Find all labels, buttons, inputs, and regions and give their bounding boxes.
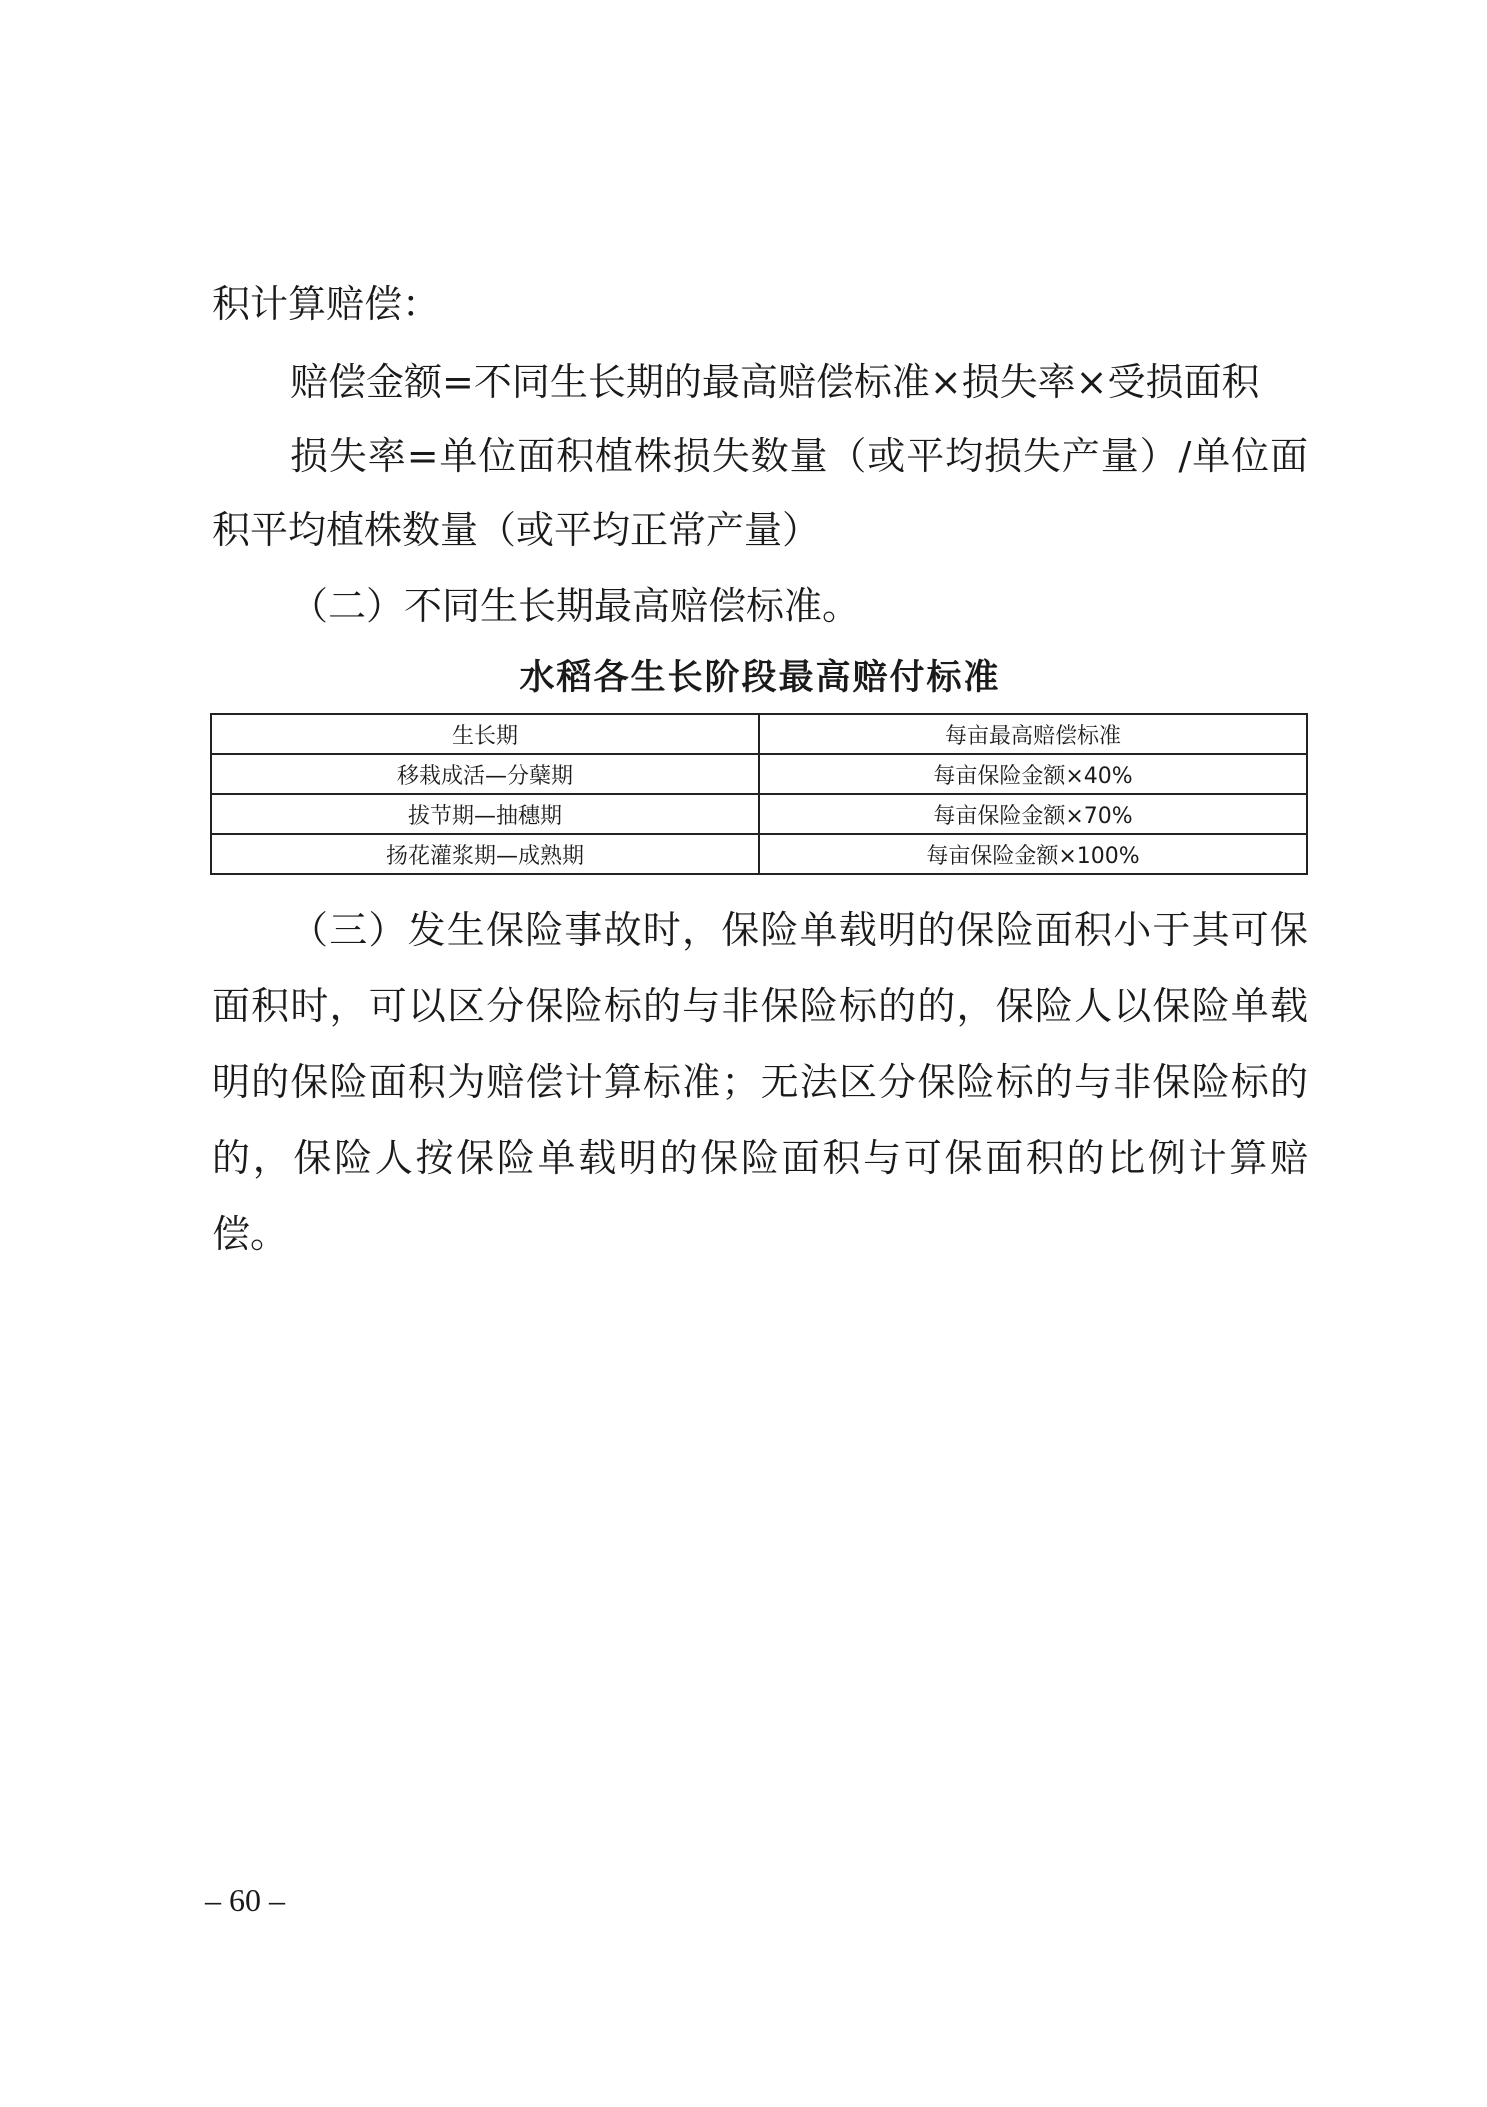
table-cell: 移栽成活—分蘖期 xyxy=(211,754,759,794)
table-header-row xyxy=(211,714,1307,754)
table-cell: 扬花灌浆期—成熟期 xyxy=(211,834,759,874)
compensation-standard-table xyxy=(210,713,1308,875)
body-line: 损失率=单位面积植株损失数量（或平均损失产量）/单位面 xyxy=(290,434,1308,478)
body-line: （三）发生保险事故时，保险单载明的保险面积小于其可保 xyxy=(290,908,1308,952)
body-line: 的，保险人按保险单载明的保险面积与可保面积的比例计算赔 xyxy=(212,1136,1308,1180)
table-header-cell: 生长期 xyxy=(211,714,759,754)
table-cell: 每亩保险金额×40% xyxy=(759,754,1307,794)
section-heading: （二）不同生长期最高赔偿标准。 xyxy=(290,584,861,628)
table-cell: 拔节期—抽穗期 xyxy=(211,794,759,834)
page-number: – 60 – xyxy=(205,1882,285,1918)
table-row xyxy=(211,754,1307,794)
body-line: 明的保险面积为赔偿计算标准；无法区分保险标的与非保险标的 xyxy=(212,1060,1308,1104)
table-title: 水稻各生长阶段最高赔付标准 xyxy=(519,657,1001,698)
table-row xyxy=(211,794,1307,834)
body-line: 面积时，可以区分保险标的与非保险标的的，保险人以保险单载 xyxy=(212,984,1308,1028)
table-cell: 每亩保险金额×100% xyxy=(759,834,1307,874)
table-header-cell: 每亩最高赔偿标准 xyxy=(759,714,1307,754)
table-row xyxy=(211,834,1307,874)
body-line: 积平均植株数量（或平均正常产量） xyxy=(212,508,821,552)
body-line: 偿。 xyxy=(212,1212,289,1256)
table-cell: 每亩保险金额×70% xyxy=(759,794,1307,834)
body-line: 赔偿金额=不同生长期的最高赔偿标准×损失率×受损面积 xyxy=(290,360,1260,404)
body-line: 积计算赔偿： xyxy=(212,282,441,326)
